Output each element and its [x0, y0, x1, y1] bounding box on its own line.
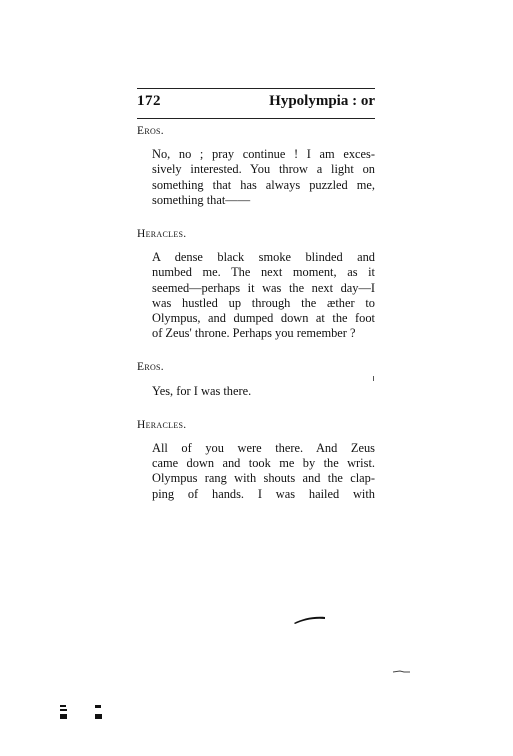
running-title: Hypolympia : or: [269, 93, 375, 109]
ink-speck-mark: [392, 668, 412, 676]
speaker-name: Heracles.: [137, 228, 187, 241]
running-header: [137, 93, 375, 115]
text-line: ping of hands. I was hailed with: [152, 486, 375, 501]
speech-paragraph: [137, 250, 375, 341]
speaker-name: Heracles.: [137, 418, 187, 431]
text-line: Olympus rang with shouts and the clap-: [152, 471, 375, 486]
text-line: All of you were there. And Zeus: [152, 441, 375, 456]
text-line: something that——: [152, 192, 251, 207]
header-bottom-rule: [137, 118, 375, 119]
ink-smudge-mark: [292, 612, 328, 626]
scan-glyph-mark-right: [95, 705, 103, 719]
page-number: 172: [137, 93, 161, 109]
speaker-name: Eros.: [137, 361, 164, 374]
text-line: sively interested. You throw a light on: [152, 162, 375, 177]
text-line: something that has always puzzled me,: [152, 177, 375, 192]
header-top-rule: [137, 88, 375, 89]
text-line: No, no ; pray continue ! I am exces-: [152, 147, 375, 162]
tick-mark: [372, 376, 376, 382]
speech-paragraph: [137, 384, 375, 399]
text-line: came down and took me by the wrist.: [152, 456, 375, 471]
text-line: Olympus, and dumped down at the foot: [152, 311, 375, 326]
speech-paragraph: [137, 147, 375, 208]
dialogue-text: [137, 124, 375, 502]
text-line: was hustled up through the æther to: [152, 295, 375, 310]
text-line: of Zeus' throne. Perhaps you remember ?: [152, 326, 356, 341]
text-line: A dense black smoke blinded and: [152, 250, 375, 265]
text-line: Yes, for I was there.: [152, 383, 252, 398]
text-line: numbed me. The next moment, as it: [152, 265, 375, 280]
scan-glyph-mark-left: [60, 705, 68, 719]
text-line: seemed—perhaps it was the next day—I: [152, 280, 375, 295]
speech-paragraph: [137, 441, 375, 502]
speaker-name: Eros.: [137, 125, 164, 137]
